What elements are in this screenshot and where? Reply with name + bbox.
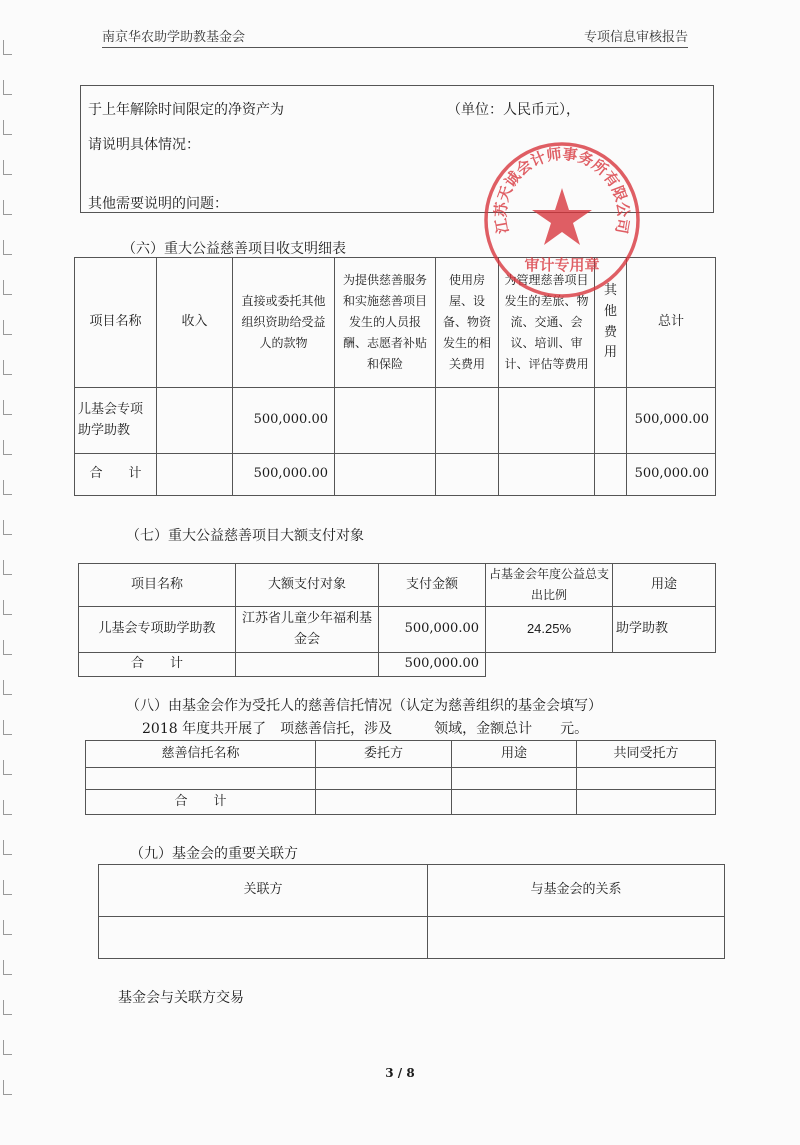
col-header: 大额支付对象 — [236, 564, 379, 607]
admin-cost-cell — [499, 454, 595, 496]
col-header: 其他费用 — [595, 258, 627, 388]
purpose-cell: 助学助教 — [613, 607, 716, 653]
col-header: 项目名称 — [79, 564, 236, 607]
section-8-title: （八）由基金会作为受托人的慈善信托情况（认定为慈善组织的基金会填写） — [126, 698, 602, 714]
empty-cell — [428, 917, 725, 959]
col-header: 直接或委托其他组织资助给受益人的款物 — [233, 258, 335, 388]
col-header: 委托方 — [316, 741, 452, 768]
project-name-cell: 儿基会专项助学助教 — [79, 607, 236, 653]
total-cell: 500,000.00 — [627, 454, 716, 496]
charity-trust-table — [85, 740, 716, 815]
total-cell: 500,000.00 — [627, 388, 716, 454]
seal-subtext: 审计专用章 — [524, 256, 600, 274]
col-header: 收入 — [157, 258, 233, 388]
table-row — [86, 768, 716, 790]
other-issues-text: 其他需要说明的问题： — [88, 196, 228, 212]
empty-cell — [577, 768, 716, 790]
seal-text: 江苏天诚会计师事务所有限公司 — [491, 144, 633, 235]
income-cell — [157, 454, 233, 496]
restricted-assets-text: 于上年解除时间限定的净资产为 — [88, 102, 284, 118]
empty-cell — [316, 790, 452, 815]
page-header — [102, 26, 688, 48]
table-row — [99, 917, 725, 959]
project-name-cell: 儿基会专项助学助教 — [75, 388, 157, 454]
section-9-title: （九）基金会的重要关联方 — [130, 846, 298, 862]
payee-cell: 江苏省儿童少年福利基金会 — [236, 607, 379, 653]
col-header: 共同受托方 — [577, 741, 716, 768]
col-header: 占基金会年度公益总支出比例 — [486, 564, 613, 607]
col-header: 用途 — [452, 741, 577, 768]
col-header: 与基金会的关系 — [428, 865, 725, 917]
empty-cell — [577, 790, 716, 815]
section-7-title: （七）重大公益慈善项目大额支付对象 — [126, 528, 364, 544]
col-header: 支付金额 — [379, 564, 486, 607]
staff-cost-cell — [335, 388, 436, 454]
facility-cost-cell — [436, 454, 499, 496]
staff-cost-cell — [335, 454, 436, 496]
table-row — [75, 388, 716, 454]
col-header: 使用房屋、设备、物资发生的相关费用 — [436, 258, 499, 388]
section-6-title: （六）重大公益慈善项目收支明细表 — [122, 241, 346, 257]
income-cell — [157, 388, 233, 454]
table-row — [79, 653, 716, 677]
header-doc-type: 专项信息审核报告 — [583, 30, 688, 45]
col-header: 项目名称 — [75, 258, 157, 388]
payee-cell — [236, 653, 379, 677]
empty-cell — [452, 768, 577, 790]
empty-cell — [99, 917, 428, 959]
amount-cell: 500,000.00 — [379, 607, 486, 653]
table-row — [86, 790, 716, 815]
related-transactions-text: 基金会与关联方交易 — [118, 990, 244, 1006]
direct-aid-cell: 500,000.00 — [233, 388, 335, 454]
direct-aid-cell: 500,000.00 — [233, 454, 335, 496]
col-header: 用途 — [613, 564, 716, 607]
large-payment-table — [78, 563, 716, 677]
purpose-cell — [613, 653, 716, 677]
ratio-cell: 24.25% — [486, 607, 613, 653]
table-row — [75, 454, 716, 496]
seal-star-icon — [532, 188, 592, 245]
col-header: 为提供慈善服务和实施慈善项目发生的人员报酬、志愿者补贴和保险 — [335, 258, 436, 388]
ratio-cell — [486, 653, 613, 677]
col-header: 慈善信托名称 — [86, 741, 316, 768]
col-header: 关联方 — [99, 865, 428, 917]
table-row — [79, 607, 716, 653]
empty-cell — [86, 768, 316, 790]
explain-text: 请说明具体情况： — [88, 137, 200, 153]
empty-cell — [316, 768, 452, 790]
binding-margin — [0, 20, 14, 1130]
admin-cost-cell — [499, 388, 595, 454]
other-cost-cell — [595, 454, 627, 496]
facility-cost-cell — [436, 388, 499, 454]
empty-cell — [452, 790, 577, 815]
related-party-table — [98, 864, 725, 959]
other-cost-cell — [595, 388, 627, 454]
section-8-description: 2018 年度共开展了 项慈善信托，涉及 领域，金额总计 元。 — [142, 721, 589, 737]
col-header: 为管理慈善项目发生的差旅、物流、交通、会议、培训、审计、评估等费用 — [499, 258, 595, 388]
total-label-cell: 合 计 — [75, 454, 157, 496]
unit-text: （单位：人民币元）， — [447, 102, 580, 118]
col-header: 总计 — [627, 258, 716, 388]
audit-seal — [482, 140, 642, 300]
page-number: 3 / 8 — [385, 1066, 415, 1080]
total-label-cell: 合 计 — [79, 653, 236, 677]
total-label-cell: 合 计 — [86, 790, 316, 815]
header-org: 南京华农助学助教基金会 — [102, 30, 246, 45]
amount-cell: 500,000.00 — [379, 653, 486, 677]
